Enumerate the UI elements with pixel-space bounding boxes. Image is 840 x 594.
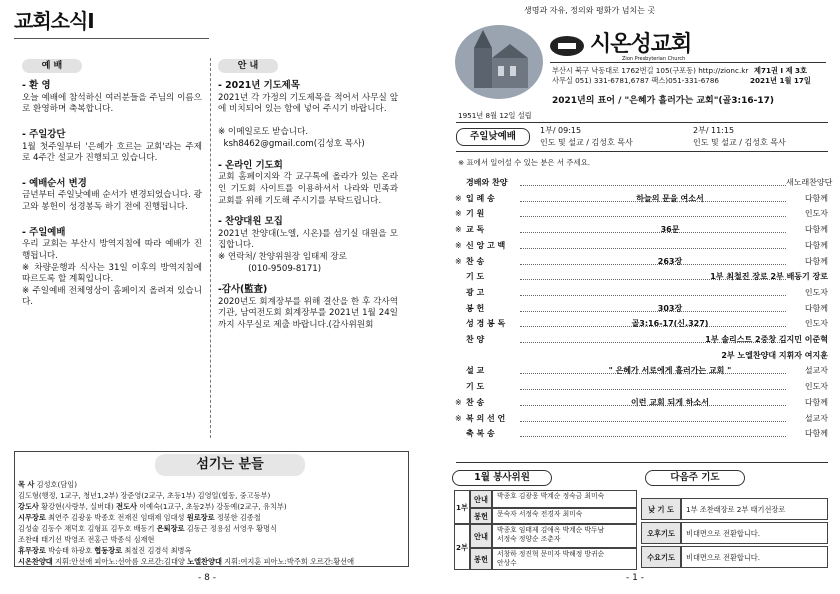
next-week-title: 다음주 기도 (645, 470, 745, 486)
order-content: 36문 (660, 225, 680, 235)
volunteer-role: 안내 (470, 524, 492, 548)
prayer-value: 1부 조찬래장로 2부 태기선장로 (681, 498, 828, 520)
order-content (560, 239, 780, 253)
order-content (560, 427, 780, 441)
order-performer: 다함께 (804, 256, 828, 266)
volunteer-role: 안내 (470, 490, 492, 508)
order-content: " 은혜가 서로에게 흘러가는 교회 " (608, 366, 732, 376)
section-heading-notice: 안 내 (218, 59, 278, 73)
notice-text: 금년부터 주일낮예배 순서가 변경되었습니다. 광고와 봉헌이 성경봉독 하기 전에 진행됩니다. (22, 190, 202, 213)
notice-title: - 주일강단 (22, 128, 66, 140)
order-label: 기 도 (466, 272, 485, 282)
order-performer: 다함께 (804, 193, 828, 203)
church-building-image (454, 22, 544, 100)
standing-mark: ※ (455, 209, 462, 219)
notice-title: - 찬양대원 모집 (218, 216, 283, 228)
order-label: 찬 송 (466, 256, 485, 266)
order-content: 1부 솔리스트 2중창 김지민 이준혁 (705, 335, 828, 344)
server-line: 목 사 김성호(담임) (18, 480, 77, 489)
section-heading-worship: 예 배 (22, 59, 82, 73)
order-content (560, 286, 780, 300)
volunteer-role: 봉헌 (470, 508, 492, 524)
order-performer: 새노래찬양단 (786, 178, 833, 187)
notice-title: - 환 영 (22, 80, 51, 91)
order-performer: 다함께 (804, 240, 828, 250)
volunteer-role: 봉헌 (470, 548, 492, 570)
order-performer: 설교자 (804, 413, 828, 423)
order-label: 신 앙 고 백 (466, 240, 506, 250)
order-performer: 다함께 (804, 225, 828, 235)
divider (456, 122, 828, 123)
notice-text: 교회 홈페이지와 각 교구톡에 올라가 있는 온라인 기도회 사이트를 이용하셔서 나라와 민족과 교회를 위해 기도해 주시기를 부탁드립니다. (218, 172, 401, 206)
volunteer-names: 박종호 김광웅 박계순 정숙금 최미숙 (492, 490, 637, 508)
church-subtitle: Zion Presbyterian Church (622, 56, 686, 62)
order-performer: 인도자 (804, 319, 828, 329)
servers-title: 섬기는 분들 (155, 454, 305, 476)
divider (456, 462, 828, 463)
standing-mark: ※ (455, 397, 462, 407)
order-performer (786, 333, 828, 347)
notice-title: - 온라인 기도회 (218, 159, 283, 171)
order-label: 축 복 송 (466, 429, 495, 439)
service2-leader: 인도 및 설교 / 김성호 목사 (693, 138, 786, 147)
page-number-right: - 1 - (626, 573, 644, 583)
prayer-label: 수요기도 (641, 546, 681, 568)
order-content: 263장 (657, 256, 683, 266)
standing-mark: ※ (455, 225, 462, 235)
motto: 생명과 자유, 정의와 평화가 넘치는 곳 (524, 6, 656, 15)
divider (14, 38, 209, 39)
church-name: 시온성교회 (590, 32, 692, 57)
volunteer-names: 서창하 정진혁 문미자 박해정 방귀순 안상수 (492, 548, 637, 570)
server-line: 휴무장로 박승태 하광호 협동장로 최철진 김경석 최병옥 (18, 546, 192, 555)
order-label: 복 의 선 언 (466, 413, 506, 423)
volunteer-group: 2부 (454, 524, 470, 570)
order-content: 하늘의 문을 여소서 (636, 193, 704, 203)
page-number-left: - 8 - (198, 573, 216, 583)
founded-date: 1951년 8월 12일 설립 (458, 111, 532, 120)
news-title: 교회소식I (14, 9, 94, 33)
order-content (560, 380, 780, 394)
order-performer: 다함께 (804, 397, 828, 407)
order-content: 이런 교회 되게 하소서 (631, 397, 709, 407)
standing-mark: ※ (455, 193, 462, 203)
order-label: 교 독 (466, 225, 485, 235)
prayer-label: 낮 기 도 (641, 498, 681, 520)
order-performer (786, 270, 828, 284)
order-label: 찬 양 (466, 335, 485, 344)
notice-title: - 예배순서 변경 (22, 177, 87, 189)
service-title: 주일낮예배 (456, 128, 530, 146)
standing-mark: ※ (455, 413, 462, 423)
prayer-label: 오후기도 (641, 522, 681, 544)
server-line: 강도사 황강현(사랑부, 실버대) 전도사 이예숙(1교구, 초등2부) 강동예(2교구, 유치부) (18, 502, 287, 511)
prayer-value: 비대면으로 전환합니다. (681, 546, 828, 568)
server-line: 시온찬양대 지휘:안선애 피아노:선아름 오르간:김대양 노엘찬양대 지휘:여지훈 피아노:박주희 오르간:황선애 (18, 557, 355, 566)
notice-title: - 주일예배 (22, 226, 66, 238)
volunteer-group: 1부 (454, 490, 470, 524)
volunteer-names: 문숙자 서정숙 전경자 최미숙 (492, 508, 637, 524)
order-content: 1부 최철진 장로 2부 배동기 장로 (710, 272, 828, 282)
order-content (560, 207, 780, 221)
volunteer-names: 박종호 임태제 김애옥 박계순 박두남 서정숙 정양순 조춘자 (492, 524, 637, 548)
server-line: 조찬래 태기선 박영조 전홍근 박종석 심재현 (18, 535, 155, 544)
prayer-value: 비대면으로 전환합니다. (681, 522, 828, 544)
notice-column (218, 78, 401, 332)
order-content: 골3:16-17(신.327) (631, 319, 709, 329)
order-performer: 다함께 (804, 303, 828, 313)
notice-text: 2020년도 회계장부를 위해 결산을 한 후 각사역기관, 남여전도회 회계장부를 2021년 1월 24일까지 사무실로 제출 바랍니다.(감사위원회 (218, 296, 398, 331)
order-content (560, 412, 780, 426)
order-label: 입 례 송 (466, 193, 495, 203)
order-content (560, 176, 780, 190)
server-line: 김도형(행정, 1교구, 청년1,2부) 장준영(2교구, 초등1부) 김영일(협동, 중고등부) (18, 491, 271, 500)
order-label: 봉 헌 (466, 303, 485, 313)
order-content: 303장 (657, 303, 683, 313)
order-label: 경배와 찬양 (466, 178, 508, 187)
order-label: 광 고 (466, 287, 485, 297)
order-performer: 인도자 (804, 382, 828, 392)
order-label: 기 원 (466, 209, 485, 219)
order-performer (786, 349, 828, 363)
issue-date: 2021년 1월 17일 (750, 76, 811, 85)
order-performer: 인도자 (804, 209, 828, 219)
column-divider (210, 58, 211, 438)
servers-box (14, 451, 409, 567)
order-performer: 인도자 (804, 287, 828, 297)
server-line: 김성술 김동수 채덕호 김형표 김두호 배동기 은퇴장로 김동근 정용섬 서영우 황명식 (18, 524, 277, 533)
notice-title: - 2021년 기도제목 (218, 80, 300, 91)
service1-time: 1부/ 09:15 (540, 126, 582, 135)
order-content: 2부 노엘찬양대 지휘자 여지훈 (721, 350, 828, 360)
phone: 사무실 051) 331-6781,6787 팩스)051-331-6786 (552, 76, 719, 85)
volunteers-title: 1월 봉사위원 (452, 470, 552, 486)
notice-text: 2021년 각 가정의 기도제목을 적어서 사무실 앞에 비치되어 있는 함에 넣어 주시기 바랍니다. ※ 이메일로도 받습니다. ksh8462@gmail.com(김성호 목사) (218, 92, 398, 150)
address: 부산시 북구 낙동대로 1762번길 105(구포동) http://zionc.kr (552, 66, 749, 75)
service2-time: 2부/ 11:15 (693, 126, 735, 135)
divider (456, 151, 828, 152)
standing-note: ※ 표에서 일어설 수 있는 분은 서 주세요. (458, 158, 591, 167)
order-label: 성 경 봉 독 (466, 319, 506, 329)
order-label: 기 도 (466, 382, 485, 392)
notice-text: 2021년 찬양대(노엘, 시온)를 섬기실 대원을 모집합니다. ※ 연락처/ 찬양위원장 임태제 장로 (010-9509-8171) (218, 228, 398, 274)
standing-mark: ※ (455, 240, 462, 250)
notice-title: -감사(監査) (218, 284, 268, 296)
order-label: 찬 송 (466, 397, 485, 407)
order-performer: 다함께 (804, 429, 828, 439)
theme: 2021년의 표어 / "은혜가 흘러가는 교회"(골3:16-17) (552, 96, 774, 106)
service1-leader: 인도 및 설교 / 김성호 목사 (540, 138, 633, 147)
order-performer: 설교자 (804, 366, 828, 376)
worship-column (22, 78, 202, 309)
divider (550, 62, 826, 63)
notice-text: 우리 교회는 부산시 방역지침에 따라 예배가 진행됩니다. ※ 차량운행과 식사는 31일 이후의 방역지침에 따르도록 할 계획입니다. ※ 주일예배 전체영상이 홈페이지 올려져 있습니다. (22, 239, 202, 308)
order-label: 설 교 (466, 366, 485, 376)
church-logo-icon (550, 36, 584, 56)
notice-text: 오늘 예배에 참석하신 여러분들을 주님의 이름으로 환영하며 축복합니다. (22, 92, 202, 115)
standing-mark: ※ (455, 256, 462, 266)
server-line: 시무장로 최연주 김광웅 박종호 전재진 임태제 임대성 원로장로 정봉한 김종철 (18, 513, 261, 522)
volume: 제71권 I 제 3호 (754, 66, 807, 75)
notice-text: 1월 첫주일부터 '은혜가 흐르는 교회'라는 주제로 4주간 설교가 진행되고 있습니다. (22, 141, 202, 164)
